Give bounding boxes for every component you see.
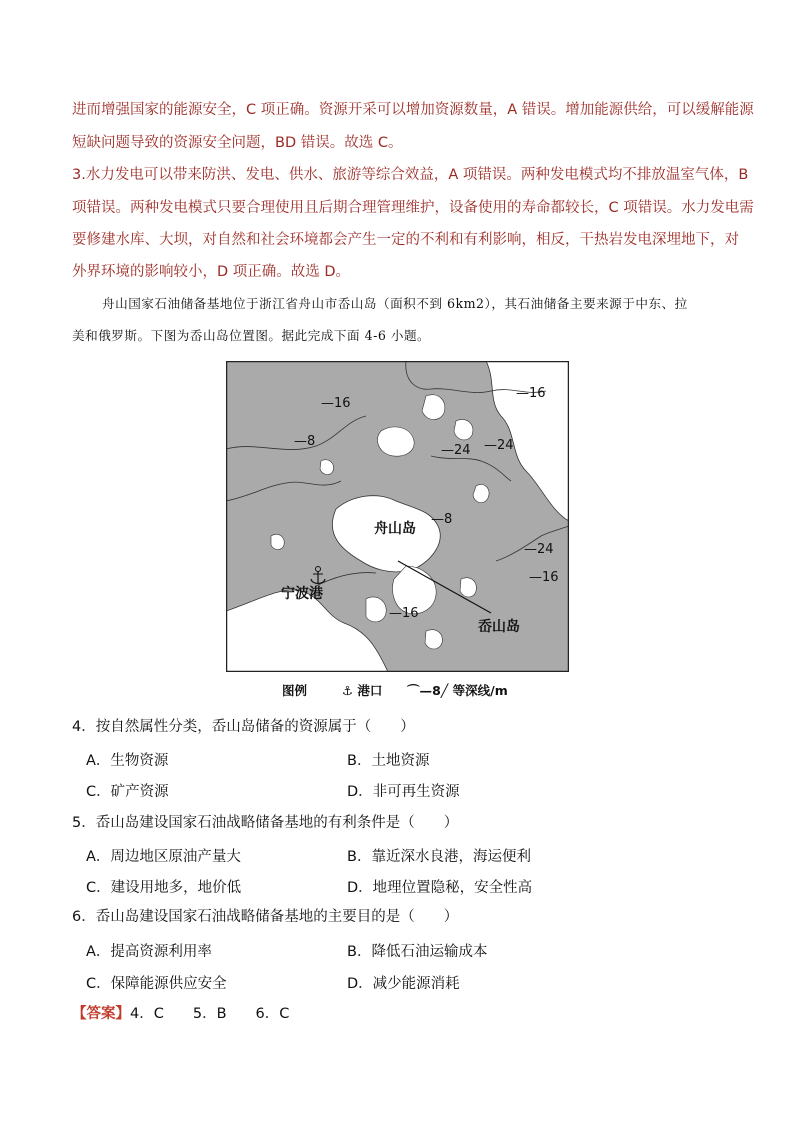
place-label-aoshan: 岙山岛 bbox=[478, 619, 520, 635]
answer-explanation-line: 外界环境的影响较小，D 项正确。故选 D。 bbox=[72, 264, 351, 280]
depth-label: —16 bbox=[321, 396, 351, 411]
depth-label: —16 bbox=[529, 570, 559, 585]
depth-label: —16 bbox=[389, 606, 419, 621]
question-stem: 6．岙山岛建设国家石油战略储备基地的主要目的是（ ） bbox=[72, 909, 459, 925]
depth-label: —24 bbox=[484, 438, 514, 453]
question-option[interactable]: A．周边地区原油产量大 bbox=[86, 849, 241, 865]
depth-label: —24 bbox=[524, 542, 554, 557]
small-island bbox=[425, 630, 442, 649]
answer-explanation-line: 要修建水库、大坝，对自然和社会环境都会产生一定的不利和有利影响，相反，干热岩发电深埋地下，对 bbox=[72, 232, 739, 248]
legend-contour-label: 等深线/m bbox=[452, 683, 508, 698]
small-island bbox=[378, 427, 415, 456]
question-option[interactable]: B．降低石油运输成本 bbox=[347, 944, 488, 960]
small-island bbox=[422, 395, 445, 420]
legend-anchor-icon: ⚓ bbox=[341, 683, 353, 698]
legend-contour-icon: ⌒— bbox=[407, 683, 433, 698]
question-option[interactable]: D．减少能源消耗 bbox=[347, 976, 460, 992]
question-option[interactable]: B．靠近深水良港，海运便利 bbox=[347, 849, 531, 865]
depth-label: —16 bbox=[516, 386, 546, 401]
intro-line: 美和俄罗斯。下图为岙山岛位置图。据此完成下面 4-6 小题。 bbox=[72, 328, 431, 343]
answer-explanation-line: 3.水力发电可以带来防洪、发电、供水、旅游等综合效益，A 项错误。两种发电模式均不排放温室气体，B bbox=[72, 167, 749, 183]
answer-explanation-line: 短缺问题导致的资源安全问题，BD 错误。故选 C。 bbox=[72, 135, 403, 151]
question-stem: 5．岙山岛建设国家石油战略储备基地的有利条件是（ ） bbox=[72, 815, 459, 831]
question-option[interactable]: B．土地资源 bbox=[347, 753, 430, 769]
place-label-ningbo: 宁波港 bbox=[281, 586, 323, 602]
legend-port-label: 港口 bbox=[357, 683, 383, 698]
question-option[interactable]: D．非可再生资源 bbox=[347, 784, 460, 800]
place-label-zhoushan: 舟山岛 bbox=[374, 521, 416, 537]
question-option[interactable]: C．建设用地多，地价低 bbox=[86, 880, 242, 896]
answer-tag: 【答案】 bbox=[72, 1006, 130, 1022]
answer-key bbox=[72, 1002, 289, 1023]
map-legend bbox=[282, 681, 508, 699]
question-option[interactable]: A．提高资源利用率 bbox=[86, 944, 212, 960]
small-island bbox=[320, 460, 334, 475]
small-island bbox=[473, 484, 489, 502]
legend-title: 图例 bbox=[282, 683, 308, 698]
small-island bbox=[271, 534, 284, 549]
answer-explanation-line: 进而增强国家的能源安全，C 项正确。资源开采可以增加资源数量，A 错误。增加能源供给，可以缓解能源 bbox=[72, 102, 754, 118]
depth-label: —8 bbox=[294, 434, 316, 449]
question-stem: 4．按自然属性分类，岙山岛储备的资源属于（ ） bbox=[72, 719, 415, 735]
legend-contour-value: 8 bbox=[432, 683, 441, 698]
depth-label: —8 bbox=[431, 512, 453, 527]
question-option[interactable]: D．地理位置隐秘，安全性高 bbox=[347, 880, 533, 896]
depth-label: —24 bbox=[441, 443, 471, 458]
answer-values: 4．C 5．B 6．C bbox=[130, 1006, 290, 1022]
question-option[interactable]: C．保障能源供应安全 bbox=[86, 976, 227, 992]
small-island bbox=[460, 578, 476, 597]
answer-explanation-line: 项错误。两种发电模式只要合理使用且后期合理管理维护，设备使用的寿命都较长，C 项错误。水力发电需 bbox=[72, 200, 754, 216]
intro-line: 舟山国家石油储备基地位于浙江省舟山市岙山岛（面积不到 6km2），其石油储备主要来源于中东、拉 bbox=[102, 296, 688, 311]
question-option[interactable]: C．矿产资源 bbox=[86, 784, 169, 800]
question-option[interactable]: A．生物资源 bbox=[86, 753, 169, 769]
small-island bbox=[454, 419, 473, 439]
legend-contour-icon: ╱ bbox=[440, 683, 449, 698]
aoshan-island-location-map bbox=[226, 361, 569, 672]
